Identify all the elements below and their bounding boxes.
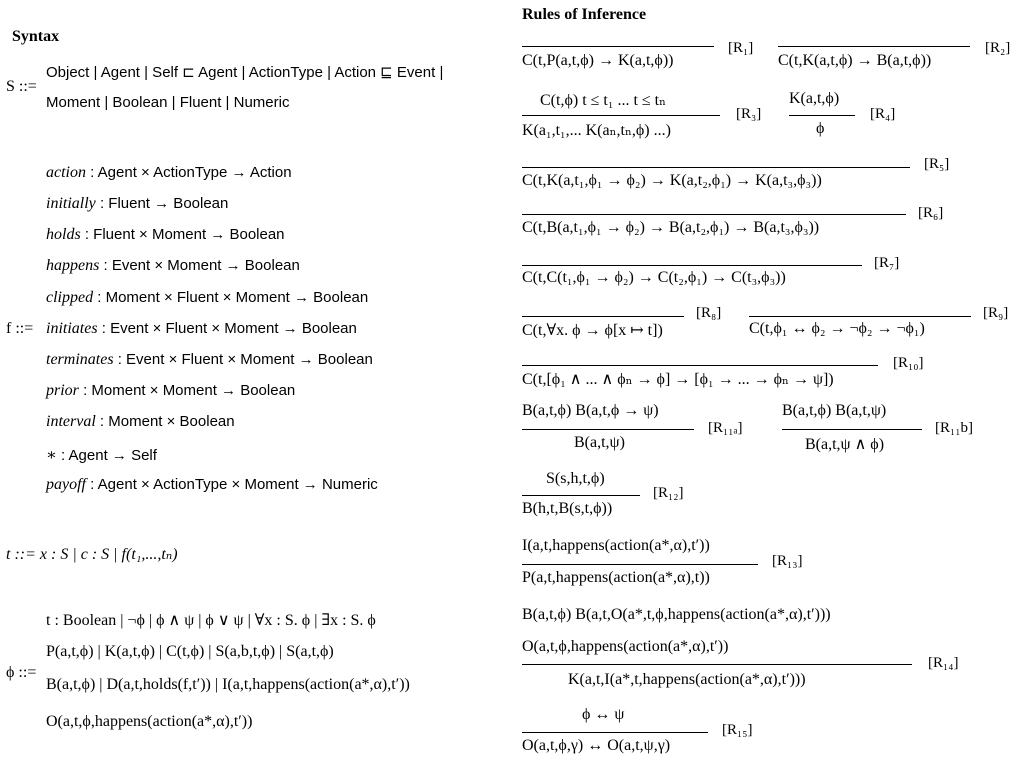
rule-r1-bar xyxy=(522,46,714,47)
rule-r13-label: [R₁₃] xyxy=(772,553,803,569)
term-definition: t ::= x : S | c : S | f(t₁,...,tₙ) xyxy=(6,546,178,563)
rule-r4-premise: K(a,t,ϕ) xyxy=(789,90,840,107)
function-signature-prior: prior : Moment × Moment → Boolean xyxy=(46,382,296,399)
function-signature-initiates: initiates : Event × Fluent × Moment → Boolean xyxy=(46,320,357,337)
function-definition-lhs: f ::= xyxy=(6,320,34,337)
function-signature-holds: holds : Fluent × Moment → Boolean xyxy=(46,226,285,243)
rule-r15-bar xyxy=(522,732,708,733)
rule-r7-conclusion: C(t,C(t₁,ϕ₁ → ϕ₂) → C(t₂,ϕ₁) → C(t₃,ϕ₃)) xyxy=(522,269,786,286)
rule-r15-premise: ϕ ↔ ψ xyxy=(582,706,625,723)
rule-r13-bar xyxy=(522,564,758,565)
rule-r11a-bar xyxy=(522,429,694,430)
function-signature-clipped: clipped : Moment × Fluent × Moment → Boolean xyxy=(46,289,369,306)
rule-r12-label: [R₁₂] xyxy=(653,485,684,501)
rule-r15-conclusion: O(a,t,ϕ,γ) ↔ O(a,t,ψ,γ) xyxy=(522,737,671,754)
sort-definition-line-1: Object | Agent | Self ⊏ Agent | ActionType | Action ⊑ Event | xyxy=(46,64,444,81)
rule-r13-conclusion: P(a,t,happens(action(a*,α),t)) xyxy=(522,569,710,586)
rule-r1-conclusion: C(t,P(a,t,ϕ) → K(a,t,ϕ)) xyxy=(522,52,674,69)
function-signature-self: ∗ : Agent → Self xyxy=(46,447,157,464)
rule-r11b-label: [R₁₁b] xyxy=(935,420,973,436)
formula-line-4: O(a,t,ϕ,happens(action(a*,α),t′)) xyxy=(46,713,253,730)
rule-r5-bar xyxy=(522,167,910,168)
rule-r4-conclusion: ϕ xyxy=(816,120,825,137)
rule-r4-label: [R₄] xyxy=(870,106,896,122)
rule-r1-label: [R₁] xyxy=(728,40,754,56)
function-signature-action: action : Agent × ActionType → Action xyxy=(46,164,292,181)
rule-r3-conclusion: K(a₁,t₁,... K(aₙ,tₙ,ϕ) ...) xyxy=(522,122,671,139)
rule-r10-label: [R₁₀] xyxy=(893,355,924,371)
rule-r12-premise: S(s,h,t,ϕ) xyxy=(546,470,605,487)
rule-r6-bar xyxy=(522,214,906,215)
rule-r15-label: [R₁₅] xyxy=(722,722,753,738)
rule-r9-bar xyxy=(749,316,971,317)
rule-r11b-conclusion: B(a,t,ψ ∧ ϕ) xyxy=(805,436,885,453)
rule-r5-label: [R₅] xyxy=(924,156,950,172)
rule-r8-conclusion: C(t,∀x. ϕ → ϕ[x ↦ t]) xyxy=(522,322,663,339)
rule-r12-bar xyxy=(522,495,640,496)
rule-r12-conclusion: B(h,t,B(s,t,ϕ)) xyxy=(522,500,613,517)
sort-definition-line-2: Moment | Boolean | Fluent | Numeric xyxy=(46,94,290,111)
formula-line-3: B(a,t,ϕ) | D(a,t,holds(f,t′)) | I(a,t,happens(action(a*,α),t′)) xyxy=(46,676,410,693)
function-signature-interval: interval : Moment × Boolean xyxy=(46,413,235,430)
rule-r14-label: [R₁₄] xyxy=(928,655,959,671)
rule-r11a-conclusion: B(a,t,ψ) xyxy=(574,434,625,451)
rule-r6-conclusion: C(t,B(a,t₁,ϕ₁ → ϕ₂) → B(a,t₂,ϕ₁) → B(a,t₃,ϕ₃)) xyxy=(522,219,820,236)
rule-r11a-label: [R₁₁ₐ] xyxy=(708,420,743,436)
function-signature-terminates: terminates : Event × Fluent × Moment → Boolean xyxy=(46,351,373,368)
rule-r10-conclusion: C(t,[ϕ₁ ∧ ... ∧ ϕₙ → ϕ] → [ϕ₁ → ... → ϕₙ → ψ]) xyxy=(522,371,834,388)
rule-r11a-premise: B(a,t,ϕ) B(a,t,ϕ → ψ) xyxy=(522,402,659,419)
rule-r2-bar xyxy=(778,46,970,47)
rule-r7-bar xyxy=(522,265,862,266)
rule-r7-label: [R₇] xyxy=(874,255,900,271)
rule-r2-conclusion: C(t,K(a,t,ϕ) → B(a,t,ϕ)) xyxy=(778,52,932,69)
rule-r14-premise-1: B(a,t,ϕ) B(a,t,O(a*,t,ϕ,happens(action(a*,α),t′))) xyxy=(522,606,831,623)
rule-r4-bar xyxy=(789,115,855,116)
syntax-heading: Syntax xyxy=(12,28,60,45)
rule-r11b-bar xyxy=(782,429,922,430)
rule-r11b-premise: B(a,t,ϕ) B(a,t,ψ) xyxy=(782,402,887,419)
rule-r2-label: [R₂] xyxy=(985,40,1011,56)
rule-r13-premise: I(a,t,happens(action(a*,α),t′)) xyxy=(522,537,710,554)
rule-r3-premise: C(t,ϕ) t ≤ t₁ ... t ≤ tₙ xyxy=(540,92,667,109)
function-signature-payoff: payoff : Agent × ActionType × Moment → Numeric xyxy=(46,476,378,493)
rule-r3-bar xyxy=(522,115,720,116)
rule-r10-bar xyxy=(522,365,878,366)
rule-r8-label: [R₈] xyxy=(696,305,722,321)
rule-r6-label: [R₆] xyxy=(918,205,944,221)
rule-r14-conclusion: K(a,t,I(a*,t,happens(action(a*,α),t′))) xyxy=(568,671,806,688)
rule-r3-label: [R₃] xyxy=(736,106,762,122)
function-signature-initially: initially : Fluent → Boolean xyxy=(46,195,229,212)
function-signature-happens: happens : Event × Moment → Boolean xyxy=(46,257,300,274)
rule-r5-conclusion: C(t,K(a,t₁,ϕ₁ → ϕ₂) → K(a,t₂,ϕ₁) → K(a,t₃,ϕ₃)) xyxy=(522,172,822,189)
formula-definition-lhs: ϕ ::= xyxy=(6,664,37,681)
rule-r9-conclusion: C(t,ϕ₁ ↔ ϕ₂ → ¬ϕ₂ → ¬ϕ₁) xyxy=(749,320,925,337)
rules-heading: Rules of Inference xyxy=(522,6,647,23)
formula-line-2: P(a,t,ϕ) | K(a,t,ϕ) | C(t,ϕ) | S(a,b,t,ϕ) | S(a,t,ϕ) xyxy=(46,643,334,660)
rule-r9-label: [R₉] xyxy=(983,305,1009,321)
rule-r8-bar xyxy=(522,316,684,317)
sort-definition-lhs: S ::= xyxy=(6,78,37,95)
rule-r14-premise-2: O(a,t,ϕ,happens(action(a*,α),t′)) xyxy=(522,638,729,655)
formula-line-1: t : Boolean | ¬ϕ | ϕ ∧ ψ | ϕ ∨ ψ | ∀x : S. ϕ | ∃x : S. ϕ xyxy=(46,612,376,629)
rule-r14-bar xyxy=(522,664,912,665)
